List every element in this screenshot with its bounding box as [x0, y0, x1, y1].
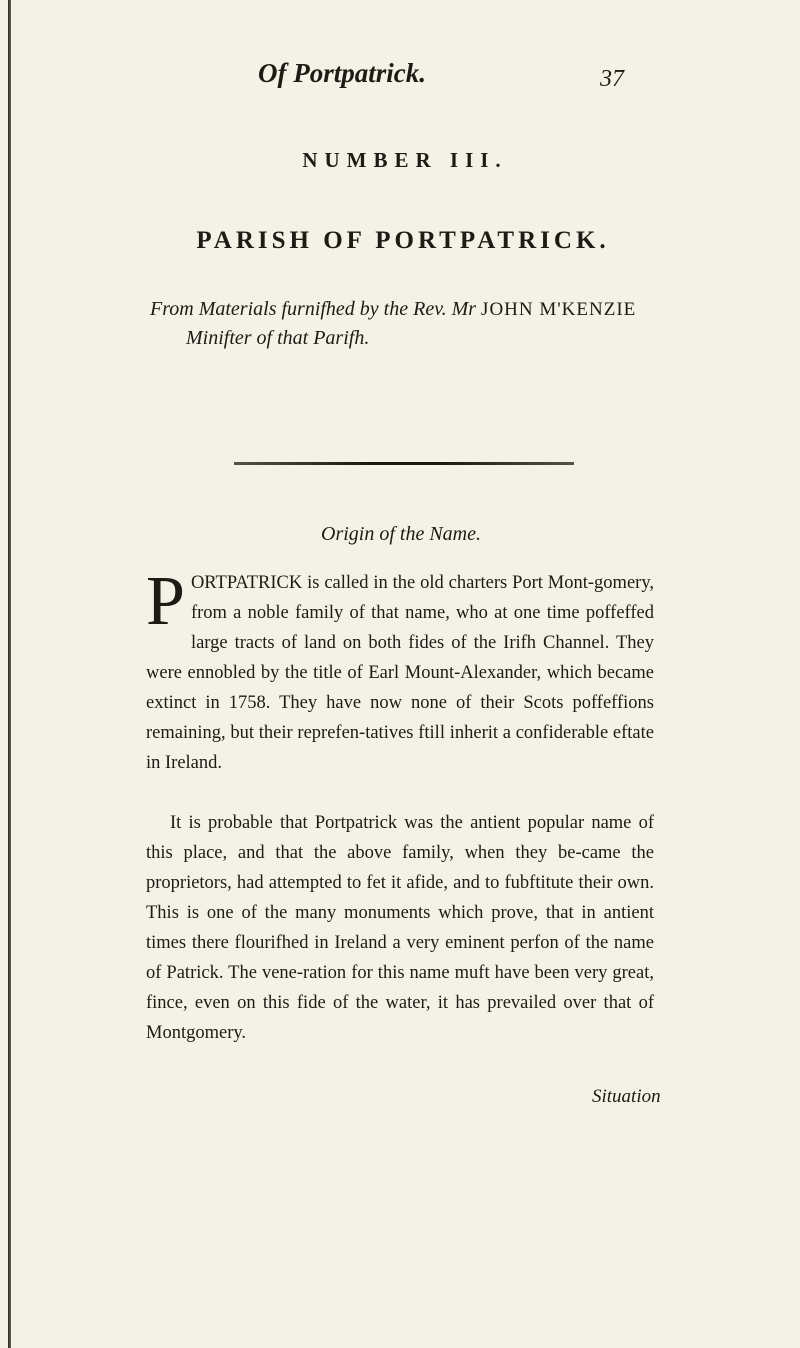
source-note-prefix: From Materials furnifhed by the Rev. Mr	[150, 298, 482, 320]
source-note	[150, 295, 710, 353]
source-note-line2: Minifter of that Parifh.	[186, 327, 370, 349]
number-heading: NUMBER III.	[302, 148, 508, 172]
page-number: 37	[600, 66, 624, 92]
catchword: Situation	[592, 1086, 661, 1107]
horizontal-rule	[234, 462, 574, 465]
parish-heading: PARISH OF PORTPATRICK.	[196, 227, 610, 254]
paragraph-1-text: ORTPATRICK is called in the old charters Port Mont-gomery, from a noble family of that name, who at one time poffeffed large tracts of land on both fides of the Irifh Channel. They were ennobled by the title of Earl Mount-Alexander, which became extinct in 1758. They have now none of their Scots poffeffions remaining, but their reprefen-tatives ftill inherit a confiderable eftate in Ireland.	[146, 573, 654, 773]
paragraph-2: It is probable that Portpatrick was the antient popular name of this place, and that the above family, when they be-came the proprietors, had attempted to fet it afide, and to fubftitute their own. This is one of the many monuments which prove, that in antient times there flourifhed in Ireland a very eminent perfon of the name of Patrick. The vene-ration for this name muft have been very great, fince, even on this fide of the water, it has prevailed over that of Montgomery.	[146, 813, 654, 1043]
source-note-line1	[150, 295, 710, 324]
section-title: Origin of the Name.	[321, 523, 481, 545]
running-head-title: Of Portpatrick.	[258, 58, 426, 88]
page-edge	[8, 0, 11, 1348]
minister-name: JOHN M'KENZIE	[481, 299, 637, 320]
paragraph-1	[146, 563, 654, 778]
drop-cap: P	[146, 563, 185, 640]
running-head	[0, 58, 800, 98]
body-text	[146, 563, 654, 1048]
